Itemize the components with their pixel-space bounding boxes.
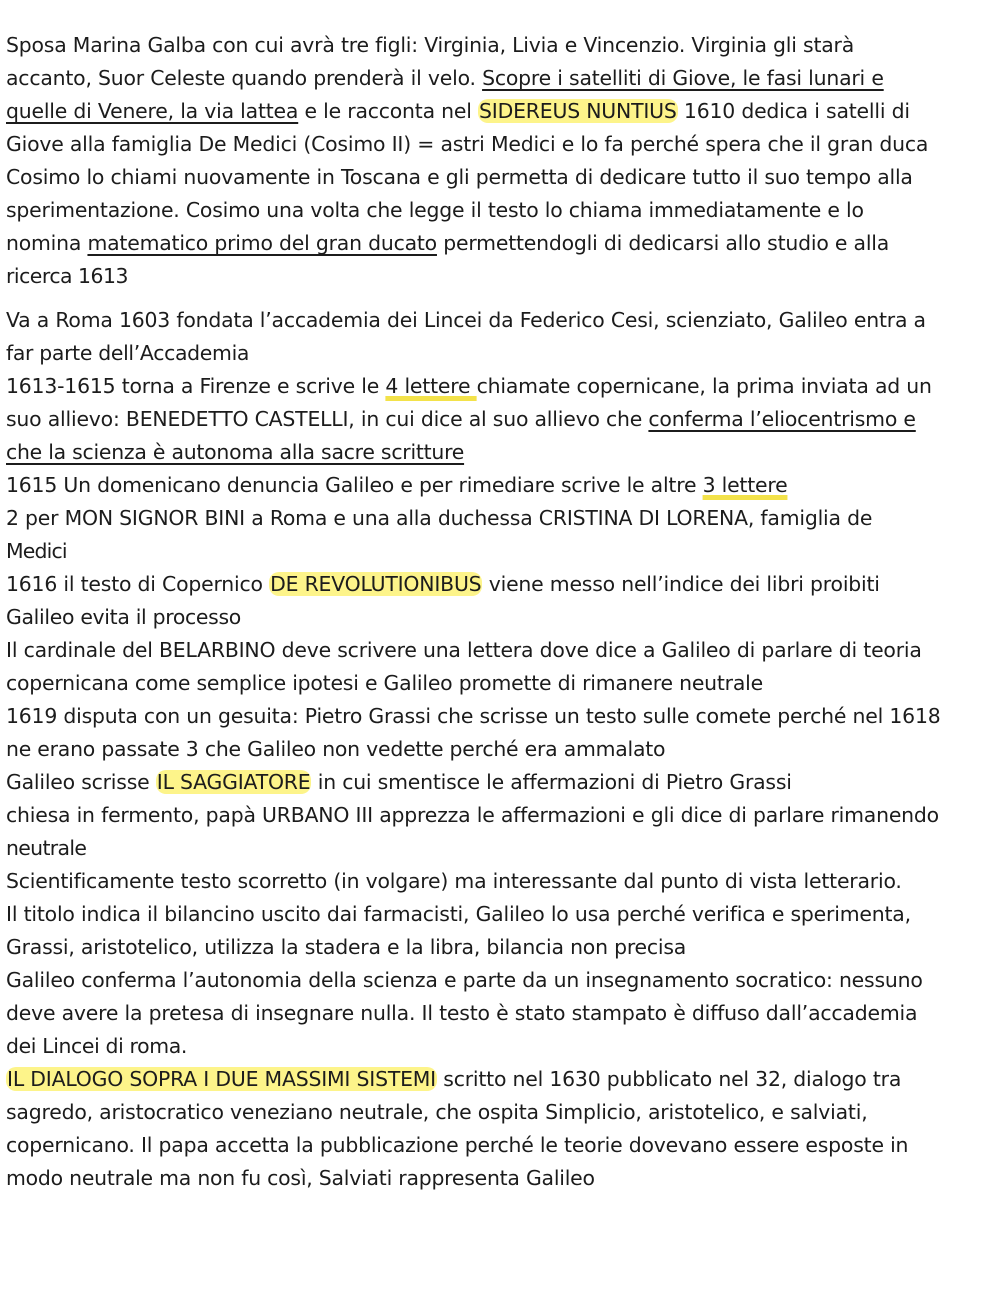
underlined-text: matematico primo del gran ducato [87, 231, 437, 255]
note-line [6, 260, 1000, 293]
note-line [6, 128, 1000, 161]
note-line [6, 436, 1000, 469]
note-line [6, 1129, 1000, 1162]
text-segment: Medici [6, 539, 67, 563]
highlight-underlined-text: 3 lettere [702, 473, 788, 497]
text-segment: far parte dell’Accademia [6, 341, 250, 365]
note-line [6, 95, 1000, 128]
text-segment: dei Lincei di roma. [6, 1034, 187, 1058]
note-line [6, 161, 1000, 194]
text-segment: Sposa Marina Galba con cui avrà tre figli: Virginia, Livia e Vincenzio. Virginia gli starà [6, 33, 855, 57]
text-segment: Scientificamente testo scorretto (in volgare) ma interessante dal punto di vista letterario. [6, 869, 902, 893]
underlined-text: conferma l’eliocentrismo e [648, 407, 916, 431]
text-segment: Galileo evita il processo [6, 605, 241, 629]
text-segment: copernicana come semplice ipotesi e Galileo promette di rimanere neutrale [6, 671, 763, 695]
underlined-text: che la scienza è autonoma alla sacre scritture [6, 440, 465, 464]
note-line [6, 1162, 1000, 1195]
note-line [6, 403, 1000, 436]
note-paragraph [6, 304, 1000, 1195]
text-segment: 1610 dedica i satelli di [677, 99, 910, 123]
text-segment: ne erano passate 3 che Galileo non vedette perché era ammalato [6, 737, 666, 761]
note-line [6, 898, 1000, 931]
text-segment: 2 per MON SIGNOR BINI a Roma e una alla duchessa CRISTINA DI LORENA, famiglia de [6, 506, 873, 530]
note-line [6, 964, 1000, 997]
notes-page [6, 29, 1000, 1195]
note-line [6, 667, 1000, 700]
note-line [6, 634, 1000, 667]
text-segment: 1619 disputa con un gesuita: Pietro Grassi che scrisse un testo sulle comete perché nel 1618 [6, 704, 941, 728]
note-line [6, 29, 1000, 62]
text-segment: Galileo conferma l’autonomia della scienza e parte da un insegnamento socratico: nessuno [6, 968, 923, 992]
text-segment: ricerca 1613 [6, 264, 129, 288]
note-line [6, 227, 1000, 260]
highlighted-text: SIDEREUS NUNTIUS [479, 99, 677, 123]
text-segment: 1616 il testo di Copernico [6, 572, 270, 596]
underlined-text: quelle di Venere, la via lattea [6, 99, 299, 123]
note-line [6, 700, 1000, 733]
highlighted-text: IL DIALOGO SOPRA I DUE MASSIMI SISTEMI [7, 1067, 436, 1091]
note-line [6, 535, 1000, 568]
text-segment: copernicano. Il papa accetta la pubblicazione perché le teorie dovevano essere esposte in [6, 1133, 909, 1157]
note-line [6, 1030, 1000, 1063]
underlined-text: Scopre i satelliti di Giove, le fasi lunari e [482, 66, 884, 90]
note-line [6, 832, 1000, 865]
text-segment: Grassi, aristotelico, utilizza la stadera e la libra, bilancia non precisa [6, 935, 687, 959]
note-line [6, 601, 1000, 634]
text-segment: Va a Roma 1603 fondata l’accademia dei Lincei da Federico Cesi, scienziato, Galileo entra a [6, 308, 926, 332]
note-line [6, 502, 1000, 535]
text-segment: Cosimo lo chiami nuovamente in Toscana e gli permetta di dedicare tutto il suo tempo alla [6, 165, 913, 189]
text-segment: neutrale [6, 836, 87, 860]
text-segment: in cui smentisce le affermazioni di Pietro Grassi [311, 770, 792, 794]
text-segment: sperimentazione. Cosimo una volta che legge il testo lo chiama immediatamente e lo [6, 198, 864, 222]
note-line [6, 337, 1000, 370]
note-line [6, 1096, 1000, 1129]
text-segment: 1613-1615 torna a Firenze e scrive le [6, 374, 386, 398]
text-segment: accanto, Suor Celeste quando prenderà il velo. [6, 66, 483, 90]
text-segment: chiesa in fermento, papà URBANO III apprezza le affermazioni e gli dice di parlare rimanendo [6, 803, 939, 827]
text-segment: viene messo nell’indice dei libri proibiti [482, 572, 880, 596]
text-segment: e le racconta nel [298, 99, 479, 123]
text-segment: nomina [6, 231, 88, 255]
note-line [6, 469, 1000, 502]
note-paragraph [6, 29, 1000, 293]
text-segment: Il cardinale del BELARBINO deve scrivere una lettera dove dice a Galileo di parlare di teoria [6, 638, 922, 662]
highlight-underlined-text: 4 lettere [385, 374, 477, 398]
note-line [6, 733, 1000, 766]
text-segment: chiamate copernicane, la prima inviata ad un [476, 374, 932, 398]
note-line [6, 1063, 1000, 1096]
note-line [6, 370, 1000, 403]
text-segment: scritto nel 1630 pubblicato nel 32, dialogo tra [437, 1067, 902, 1091]
note-line [6, 766, 1000, 799]
highlighted-text: DE REVOLUTIONIBUS [270, 572, 482, 596]
text-segment: deve avere la pretesa di insegnare nulla. Il testo è stato stampato è diffuso dall’accademia [6, 1001, 918, 1025]
note-line [6, 304, 1000, 337]
text-segment: 1615 Un domenicano denuncia Galileo e per rimediare scrive le altre [6, 473, 703, 497]
text-segment: Giove alla famiglia De Medici (Cosimo II) = astri Medici e lo fa perché spera che il gran duca [6, 132, 929, 156]
note-line [6, 931, 1000, 964]
note-line [6, 62, 1000, 95]
text-segment: sagredo, aristocratico veneziano neutrale, che ospita Simplicio, aristotelico, e salviati, [6, 1100, 868, 1124]
note-line [6, 997, 1000, 1030]
highlighted-text: IL SAGGIATORE [156, 770, 311, 794]
text-segment: permettendogli di dedicarsi allo studio e alla [436, 231, 890, 255]
text-segment: Galileo scrisse [6, 770, 156, 794]
note-line [6, 799, 1000, 832]
note-line [6, 865, 1000, 898]
text-segment: modo neutrale ma non fu così, Salviati rappresenta Galileo [6, 1166, 595, 1190]
text-segment: Il titolo indica il bilancino uscito dai farmacisti, Galileo lo usa perché verifica e sperimenta, [6, 902, 911, 926]
text-segment: suo allievo: BENEDETTO CASTELLI, in cui dice al suo allievo che [6, 407, 649, 431]
note-line [6, 568, 1000, 601]
note-line [6, 194, 1000, 227]
